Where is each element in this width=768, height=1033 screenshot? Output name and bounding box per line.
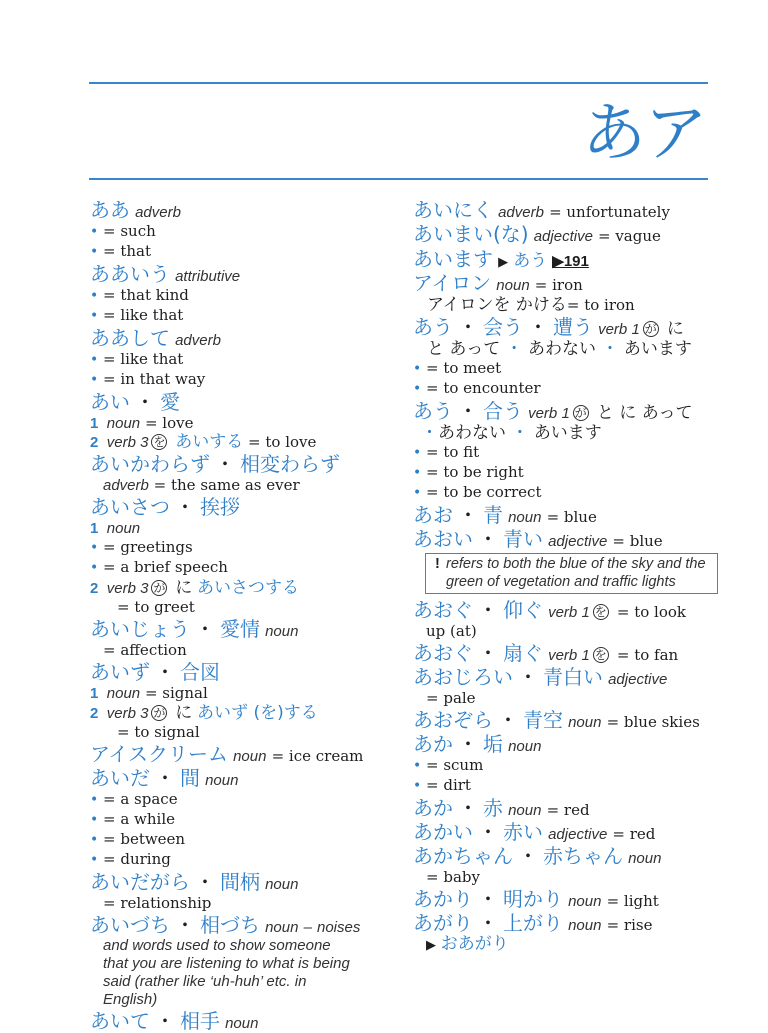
part-of-speech: attributive: [175, 268, 241, 285]
part-of-speech: noun: [233, 748, 267, 765]
cross-reference: ▶ おあがり: [426, 934, 509, 954]
definition: = to signal: [117, 723, 200, 741]
entry-au-meet: あう ・ 会う ・ 遭う verb 1 が に と あって ・ あわない ・ あいます • = to meet • = to encounter: [413, 315, 718, 399]
entry-aizu: あいず ・ 合図 1 noun = signal 2 verb 3 が に あいず (を)する = to signal: [90, 660, 390, 742]
part-of-speech: noun: [496, 277, 530, 294]
definition: = rise: [606, 916, 653, 934]
sense: • = to be correct: [413, 483, 542, 501]
particle-mark: が: [153, 581, 166, 595]
conjugation: と あって ・ あわない ・ あいます: [427, 339, 692, 359]
headword-kanji: 愛: [160, 390, 180, 414]
bottom-rule: [89, 178, 708, 180]
sense: adverb = the same as ever: [103, 476, 300, 494]
usage-note: English): [103, 991, 158, 1008]
part-of-speech: verb 1: [598, 321, 640, 338]
bullet-icon: •: [90, 372, 99, 388]
definition: = blue: [546, 508, 597, 526]
headword: あおじろい: [413, 665, 513, 689]
bullet-icon: •: [90, 832, 99, 848]
headword-kanji: 合図: [180, 660, 220, 684]
arrow-right-icon: ▶: [498, 255, 509, 270]
definition: = vague: [598, 227, 661, 245]
headword: あか: [413, 796, 453, 820]
headword: あいかわらず: [90, 452, 210, 476]
part-of-speech: verb 1: [528, 405, 570, 422]
part-of-speech: adjective: [608, 671, 668, 688]
part-of-speech: adverb: [135, 204, 181, 221]
entry-aite: あいて ・ 相手 noun: [90, 1009, 259, 1033]
particle-mark: が: [644, 322, 657, 336]
entry-airon: [413, 271, 718, 315]
entry-akachan: あかちゃん ・ 赤ちゃん noun = baby: [413, 844, 718, 887]
entry-aoi: あおい ・ 青い adjective = blue ! refers to both the blue of the sky and the green of vegetation and traffic lights: [413, 527, 718, 594]
definition: = blue: [612, 532, 663, 550]
headword-kanji: 相手: [180, 1009, 220, 1033]
headword: あお: [413, 503, 453, 527]
entry-aka-red: あか ・ 赤 noun = red: [413, 796, 590, 820]
headword: あおぐ: [413, 641, 473, 665]
right-column: [413, 198, 718, 955]
bullet-icon: •: [90, 540, 99, 556]
entry-aizuchi: あいづち ・ 相づち noun – noises and words used to show someone that you are listening to what is being said (rather like ‘uh-huh’ etc. in English): [90, 913, 390, 1009]
page-heading: あア: [582, 97, 706, 171]
entry-aojiroi: あおじろい ・ 青白い adjective = pale: [413, 665, 718, 708]
entry-aisatsu: あいさつ ・ 挨拶 1 noun • = greetings • = a brief speech 2 verb 3 が に あいさつする = to greet: [90, 495, 390, 617]
entry-aida: あいだ ・ 間 noun • = a space • = a while • = between • = during: [90, 766, 390, 870]
bullet-icon: •: [90, 308, 99, 324]
part-of-speech: noun: [508, 509, 542, 526]
part-of-speech: verb 1: [548, 647, 590, 664]
part-of-speech: adverb: [498, 204, 544, 221]
sense: • = dirt: [413, 776, 471, 794]
sense: • = like that: [90, 350, 184, 368]
part-of-speech: noun: [568, 917, 602, 934]
bullet-icon: •: [90, 224, 99, 240]
sense-1: 1 noun = signal: [90, 684, 208, 702]
headword: あおい: [413, 527, 473, 551]
headword: あいます: [413, 247, 493, 271]
particle-mark: を: [594, 605, 607, 619]
usage-note: said (rather like ‘uh-huh’ etc. in: [103, 973, 307, 990]
sense: • = between: [90, 830, 186, 848]
particle-mark: が: [574, 406, 587, 420]
sense: • = to fit: [413, 443, 480, 461]
sense: • = like that: [90, 306, 184, 324]
part-of-speech: adjective: [548, 826, 608, 843]
bullet-icon: •: [90, 792, 99, 808]
bullet-icon: •: [413, 778, 422, 794]
entry-aimai: [413, 222, 718, 246]
bullet-icon: •: [90, 812, 99, 828]
conjugation: ・あわない ・ あいます: [421, 423, 602, 443]
sense-2: 2 verb 3 が に あいず (を)する: [90, 703, 318, 723]
usage-note: and words used to show someone: [103, 937, 331, 954]
sense: • = a while: [90, 810, 176, 828]
headword: あかり: [413, 887, 473, 911]
arrow-right-icon: ▶: [426, 938, 436, 953]
part-of-speech: noun: [265, 623, 299, 640]
entry-akai: あかい ・ 赤い adjective = red: [413, 820, 656, 844]
headword-kanji: 相づち: [200, 913, 260, 937]
sense-1: 1 noun = love: [90, 414, 194, 432]
entry-aa: [90, 198, 390, 262]
entry-aikawarazu: あいかわらず ・ 相変わらず adverb = the same as ever: [90, 452, 390, 495]
sense: • = in that way: [90, 370, 206, 388]
definition: = baby: [426, 868, 480, 886]
sense: • = a brief speech: [90, 558, 228, 576]
headword: あかい: [413, 820, 473, 844]
definition: = to fan: [616, 646, 679, 664]
entry-aimasu: [413, 246, 718, 271]
bullet-icon: •: [90, 288, 99, 304]
definition: = blue skies: [606, 713, 700, 731]
entry-akari: あかり ・ 明かり noun = light: [413, 887, 659, 911]
definition: = light: [606, 892, 659, 910]
headword: あいて: [90, 1009, 150, 1033]
page-reference-link[interactable]: ▶191: [552, 253, 589, 270]
entry-au-fit: あう ・ 合う verb 1 が と に あって ・あわない ・ あいます • = to fit • = to be right • = to be correct: [413, 399, 718, 503]
cross-reference[interactable]: あう: [513, 251, 548, 271]
definition: = iron: [534, 276, 583, 294]
headword-kanji: 間柄: [220, 870, 260, 894]
definition: = to greet: [117, 598, 195, 616]
entry-aozora: あおぞら ・ 青空 noun = blue skies: [413, 708, 700, 732]
headword: あいだがら: [90, 870, 190, 894]
entry-aisukuriimu: [90, 742, 390, 766]
sense-2: 2 verb 3 を あいする = to love: [90, 432, 317, 452]
entry-aka-dirt: あか ・ 垢 noun • = scum • = dirt: [413, 732, 718, 796]
part-of-speech: noun: [508, 738, 542, 755]
usage-note-box: ! refers to both the blue of the sky and the green of vegetation and traffic lights: [425, 553, 718, 594]
particle-mark: を: [594, 648, 607, 662]
headword: あか: [413, 732, 453, 756]
headword: あおぐ: [413, 598, 473, 622]
headword: あう: [413, 399, 453, 423]
bullet-icon: •: [413, 465, 422, 481]
part-of-speech: noun: [205, 772, 239, 789]
headword: あいまい(な): [413, 222, 529, 246]
entry-aaiu: [90, 262, 390, 326]
bullet-icon: •: [413, 758, 422, 774]
part-of-speech: adjective: [533, 228, 593, 245]
definition: up (at): [426, 622, 477, 640]
headword-kanji: 相変わらず: [240, 452, 340, 476]
entry-ainiku: [413, 198, 718, 222]
exclamation-icon: !: [435, 556, 440, 572]
definition: = red: [612, 825, 656, 843]
bullet-icon: •: [90, 244, 99, 260]
entry-ai: あい ・ 愛 1 noun = love 2 verb 3 を あいする = to love: [90, 390, 390, 452]
part-of-speech: adverb: [175, 332, 221, 349]
headword: アイロン: [413, 271, 492, 295]
definition: = relationship: [103, 894, 212, 912]
definition: = pale: [426, 689, 476, 707]
headword: あいにく: [413, 198, 493, 222]
sense: • = to encounter: [413, 379, 541, 397]
bullet-icon: •: [413, 445, 422, 461]
headword: ああして: [90, 326, 170, 350]
sense: • = during: [90, 850, 171, 868]
part-of-speech: verb 1: [548, 604, 590, 621]
part-of-speech: noun: [265, 876, 299, 893]
headword-kanji: 間: [180, 766, 200, 790]
part-of-speech: noun: [265, 919, 299, 936]
sense: • = greetings: [90, 538, 193, 556]
definition: = red: [546, 801, 590, 819]
headword: あいづち: [90, 913, 170, 937]
bullet-icon: •: [413, 485, 422, 501]
usage-note: that you are listening to what is being: [103, 955, 350, 972]
headword: あい: [90, 390, 130, 414]
headword: ああ: [90, 198, 130, 222]
entry-aogu-look: あおぐ ・ 仰ぐ verb 1 を = to look up (at): [413, 598, 718, 641]
headword: あがり: [413, 911, 473, 935]
headword: あう: [413, 315, 453, 339]
part-of-speech: noun: [508, 802, 542, 819]
sense: • = that kind: [90, 286, 189, 304]
headword: あかちゃん: [413, 844, 513, 868]
part-of-speech: noun: [568, 893, 602, 910]
headword: ああいう: [90, 262, 170, 286]
particle-mark: が: [153, 706, 166, 720]
sense-2: 2 verb 3 が に あいさつする: [90, 578, 300, 598]
top-rule: [89, 82, 708, 84]
headword: あいず: [90, 660, 150, 684]
headword: あいじょう: [90, 617, 190, 641]
sense: • = to be right: [413, 463, 524, 481]
part-of-speech: noun: [628, 850, 662, 867]
headword: あいだ: [90, 766, 150, 790]
headword: あいさつ: [90, 495, 170, 519]
sense: • = that: [90, 242, 151, 260]
part-of-speech: noun: [568, 714, 602, 731]
headword: あおぞら: [413, 708, 493, 732]
sense-1: 1 noun: [90, 520, 141, 537]
bullet-icon: •: [413, 361, 422, 377]
definition: = ice cream: [271, 747, 364, 765]
entry-aogu-fan: あおぐ ・ 扇ぐ verb 1 を = to fan: [413, 641, 679, 665]
bullet-icon: •: [90, 352, 99, 368]
particle-mark: を: [153, 435, 166, 449]
headword: アイスクリーム: [90, 742, 228, 766]
bullet-icon: •: [90, 852, 99, 868]
entry-aashite: [90, 326, 390, 390]
sense: • = a space: [90, 790, 178, 808]
entry-aijou: あいじょう ・ 愛情 noun = affection: [90, 617, 390, 660]
definition: = affection: [103, 641, 187, 659]
sense: • = to meet: [413, 359, 502, 377]
entry-agari: あがり ・ 上がり noun = rise ▶ おあがり: [413, 911, 718, 955]
example: アイロンを かける= to iron: [427, 295, 635, 315]
bullet-icon: •: [413, 381, 422, 397]
sense: • = such: [90, 222, 156, 240]
headword-kanji: 愛情: [220, 617, 260, 641]
headword-kanji: 挨拶: [200, 495, 240, 519]
part-of-speech: noun: [225, 1015, 259, 1032]
part-of-speech: adjective: [548, 533, 608, 550]
left-column: [90, 198, 390, 1033]
bullet-icon: •: [90, 560, 99, 576]
sense: • = scum: [413, 756, 484, 774]
entry-aidagara: あいだがら ・ 間柄 noun = relationship: [90, 870, 390, 913]
definition: = unfortunately: [549, 203, 670, 221]
entry-ao: あお ・ 青 noun = blue: [413, 503, 597, 527]
